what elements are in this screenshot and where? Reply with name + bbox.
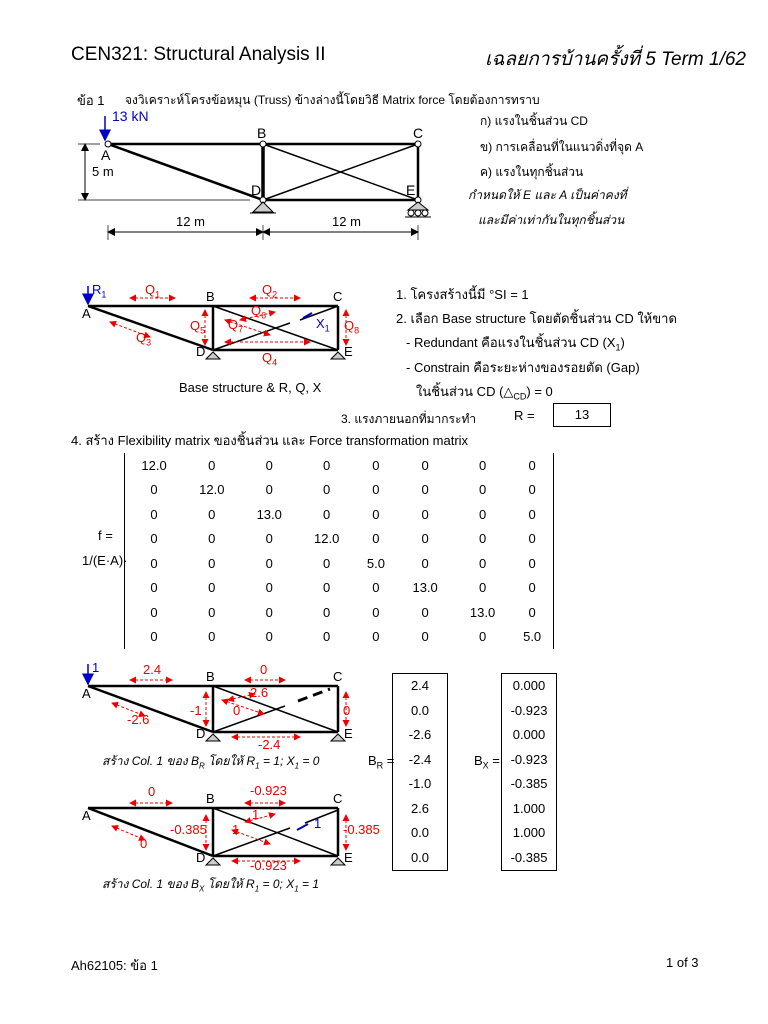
- flex-cell: 0: [265, 555, 273, 571]
- flex-cell: 0: [421, 531, 429, 547]
- d2-vert: -1: [190, 703, 202, 718]
- step-3: 3. แรงภายนอกที่มากระทำ: [341, 412, 477, 426]
- flex-cell: 12.0: [199, 482, 225, 498]
- flex-cell: 0: [208, 555, 216, 571]
- flex-label-ea: 1/(E·A)·: [82, 553, 128, 568]
- flex-cell: 0: [265, 457, 273, 473]
- flex-row: [125, 478, 554, 503]
- flex-row: [125, 600, 554, 625]
- flex-cell: 0: [478, 457, 487, 473]
- d2-top1: 2.4: [143, 662, 162, 677]
- flex-cell: 0: [421, 555, 429, 571]
- x1-label: $X_1$: [316, 316, 330, 334]
- flex-cell: 0: [372, 531, 380, 547]
- vector-entry: -2.6: [408, 727, 432, 742]
- flex-cell: 0: [478, 629, 487, 645]
- vector-entry: -0.385: [510, 776, 548, 791]
- bx-label: $B_X$ =: [474, 753, 500, 771]
- flex-cell: 0: [150, 555, 158, 571]
- d3-node-a: A: [82, 808, 91, 823]
- node-c-label: C: [413, 125, 424, 141]
- flex-cell: 0: [528, 531, 536, 547]
- flex-cell: 0: [528, 604, 536, 620]
- base-node-c: C: [333, 289, 343, 304]
- flex-cell: 0: [265, 629, 273, 645]
- flex-cell: 0: [323, 580, 331, 596]
- flex-cell: 0: [421, 506, 429, 522]
- flex-cell: 0: [528, 580, 536, 596]
- d3-node-c: C: [333, 791, 343, 806]
- flex-cell: 0: [478, 506, 487, 522]
- flex-cell: 0: [150, 580, 158, 596]
- flex-cell: 0: [208, 457, 216, 473]
- br-vector: [392, 673, 448, 871]
- flex-cell: 0: [265, 580, 273, 596]
- q5-label: $Q_5$: [190, 318, 206, 336]
- vector-entry: 0.0: [410, 825, 430, 840]
- vector-entry: -0.923: [510, 751, 548, 767]
- flex-cell: 0: [323, 482, 331, 498]
- footer-left: Ah62105: ข้อ 1: [71, 958, 158, 973]
- item-b: ข) การเคลื่อนที่ในแนวดิ่งที่จุด A: [480, 140, 644, 154]
- flex-cell: 0: [208, 580, 216, 596]
- note-1: กำหนดให้ E และ A เป็นค่าคงที่: [468, 188, 627, 202]
- course-title: CEN321: Structural Analysis II: [71, 44, 326, 65]
- flex-row: [125, 576, 554, 601]
- footer-right: 1 of 3: [666, 955, 699, 970]
- flex-label-f: f =: [98, 528, 113, 543]
- flex-cell: 0: [478, 531, 487, 547]
- flex-cell: 0: [208, 604, 216, 620]
- flex-cell: 0: [528, 457, 536, 473]
- vector-entry: -1.0: [408, 776, 432, 791]
- d2-bot: -2.4: [258, 737, 281, 752]
- flex-cell: 0: [528, 506, 536, 522]
- flex-cell: 0: [323, 555, 331, 571]
- item-a: ก) แรงในชิ้นส่วน CD: [480, 114, 588, 128]
- flex-cell: 0: [421, 604, 429, 620]
- q7-label: $Q_7$: [228, 317, 244, 335]
- flex-cell: 0: [208, 531, 216, 547]
- flex-cell: 0: [150, 506, 158, 522]
- flex-cell: 13.0: [256, 506, 282, 522]
- base-node-e: E: [344, 344, 353, 359]
- flex-cell: 0: [323, 506, 331, 522]
- flex-cell: 0: [478, 555, 487, 571]
- flex-cell: 0: [478, 482, 487, 498]
- d2-node-a: A: [82, 686, 91, 701]
- d3-vert: -0.385: [170, 822, 207, 837]
- flex-cell: 5.0: [366, 555, 385, 571]
- flex-cell: 0: [208, 506, 216, 522]
- note-2: และมีค่าเท่ากันในทุกชิ้นส่วน: [478, 213, 625, 227]
- vector-entry: 0.0: [410, 849, 430, 865]
- d2-caption: สร้าง Col. 1 ของ $B_R$ โดยให้ $R_1 = 1$; $X_1 = 0$: [102, 754, 320, 771]
- vector-entry: 2.6: [410, 800, 430, 816]
- flex-cell: 0: [478, 580, 487, 596]
- vector-entry: -0.923: [510, 702, 548, 718]
- problem-statement: จงวิเคราะห์โครงข้อหมุน (Truss) ข้างล่างนี้โดยวิธี Matrix force โดยต้องการทราบ: [125, 93, 540, 107]
- q2-label: $Q_2$: [262, 282, 278, 300]
- flex-cell: 0: [150, 604, 158, 620]
- flex-cell: 0: [421, 482, 429, 498]
- flex-cell: 0: [150, 531, 158, 547]
- node-a-label: A: [101, 147, 111, 163]
- step-1: 1. โครงสร้างนี้มี °SI = 1: [396, 287, 529, 302]
- flex-cell: 0: [208, 629, 216, 645]
- flex-cell: 0: [528, 482, 536, 498]
- step-2b: - Constrain คือระยะห่างของรอยตัด (Gap): [406, 360, 640, 375]
- vector-entry: 0.0: [410, 702, 430, 718]
- q4-label: $Q_4$: [262, 350, 278, 368]
- d3-node-d: D: [196, 850, 206, 865]
- item-c: ค) แรงในทุกชิ้นส่วน: [480, 165, 584, 179]
- d3-top2: -0.923: [250, 783, 287, 798]
- step-3-r: R =: [514, 408, 535, 423]
- q6-label: $Q_6$: [251, 303, 267, 321]
- flex-cell: 12.0: [314, 531, 340, 547]
- homework-title: เฉลยการบ้านครั้งที่ 5 Term 1/62: [485, 49, 746, 70]
- flex-cell: 13.0: [412, 580, 438, 596]
- d2-right: 0: [343, 703, 351, 718]
- flex-cell: 12.0: [141, 457, 167, 473]
- vector-entry: 2.4: [410, 678, 430, 693]
- flex-cell: 0: [265, 531, 273, 547]
- flex-row: [125, 527, 554, 552]
- d3-cross1: 1: [232, 822, 240, 837]
- step-4: 4. สร้าง Flexibility matrix ของชิ้นส่วน และ Force transformation matrix: [71, 433, 469, 448]
- flex-cell: 0: [150, 482, 158, 498]
- vector-entry: -2.4: [408, 751, 432, 767]
- node-d-label: D: [251, 182, 262, 198]
- base-caption: Base structure & R, Q, X: [179, 380, 322, 395]
- flex-cell: 0: [372, 580, 380, 596]
- flex-cell: 0: [265, 604, 273, 620]
- vector-entry: 0.000: [512, 678, 546, 693]
- d3-top1: 0: [148, 784, 156, 799]
- q8-label: $Q_8$: [344, 318, 360, 336]
- d3-x1: 1: [314, 816, 322, 831]
- span2-label: 12 m: [332, 214, 361, 229]
- flex-cell: 0: [150, 629, 158, 645]
- flex-row: [125, 625, 554, 650]
- height-label: 5 m: [92, 164, 114, 179]
- d3-caption: สร้าง Col. 1 ของ $B_X$ โดยให้ $R_1 = 0$; $X_1 = 1$: [102, 877, 320, 894]
- external-force-box: 13: [553, 403, 611, 427]
- d2-top2: 0: [260, 662, 268, 677]
- flex-cell: 0: [372, 604, 380, 620]
- flex-cell: 0: [372, 457, 380, 473]
- d2-mid: 0: [233, 703, 241, 718]
- base-node-b: B: [206, 289, 215, 304]
- step-2: 2. เลือก Base structure โดยตัดชิ้นส่วน CD ให้ขาด: [396, 311, 677, 326]
- base-node-d: D: [196, 344, 206, 359]
- d3-right: -0.385: [343, 822, 380, 837]
- d3-cross2: 1: [252, 807, 260, 822]
- problem-number: ข้อ 1: [77, 93, 105, 108]
- br-label: $B_R$ =: [368, 753, 395, 771]
- flex-row: [125, 551, 554, 576]
- flex-cell: 0: [265, 482, 273, 498]
- vector-entry: 1.000: [512, 825, 546, 840]
- vector-entry: -0.385: [510, 849, 548, 865]
- d2-diag: -2.6: [127, 712, 150, 727]
- load-label: 13 kN: [112, 108, 149, 124]
- flex-cell: 13.0: [469, 604, 496, 620]
- d2-node-c: C: [333, 669, 343, 684]
- flex-cell: 0: [421, 629, 429, 645]
- flex-row: [125, 453, 554, 478]
- flex-cell: 0: [421, 457, 429, 473]
- flex-cell: 5.0: [523, 629, 542, 645]
- flex-cell: 0: [372, 506, 380, 522]
- d2-node-e: E: [344, 726, 353, 741]
- q3-label: $Q_3$: [136, 330, 152, 348]
- d3-node-e: E: [344, 850, 353, 865]
- flexibility-matrix: [124, 453, 554, 649]
- span1-label: 12 m: [176, 214, 205, 229]
- flex-cell: 0: [372, 629, 380, 645]
- diag2-load: 1: [92, 660, 100, 675]
- node-e-label: E: [406, 182, 416, 198]
- d2-node-d: D: [196, 726, 206, 741]
- q1-label: $Q_1$: [145, 282, 161, 300]
- flex-cell: 0: [372, 482, 380, 498]
- flex-cell: 0: [323, 629, 331, 645]
- d2-node-b: B: [206, 669, 215, 684]
- base-node-a: A: [82, 306, 91, 321]
- step-2c: ในชิ้นส่วน CD $(\triangle_{CD}) = 0$: [416, 384, 553, 402]
- vector-entry: 0.000: [512, 727, 546, 742]
- vector-entry: 1.000: [512, 800, 546, 816]
- r1-label: $R_1$: [92, 282, 107, 300]
- flex-cell: 0: [323, 457, 331, 473]
- bx-vector: [501, 673, 557, 871]
- flex-row: [125, 502, 554, 527]
- flex-cell: 0: [323, 604, 331, 620]
- d3-bot: -0.923: [250, 858, 287, 873]
- flex-cell: 0: [528, 555, 536, 571]
- node-b-label: B: [257, 125, 267, 141]
- d3-diag: 0: [140, 836, 148, 851]
- d3-node-b: B: [206, 791, 215, 806]
- step-2a: - Redundant คือแรงในชิ้นส่วน CD $(X_1)$: [406, 335, 625, 353]
- d2-cross: 2.6: [250, 685, 269, 700]
